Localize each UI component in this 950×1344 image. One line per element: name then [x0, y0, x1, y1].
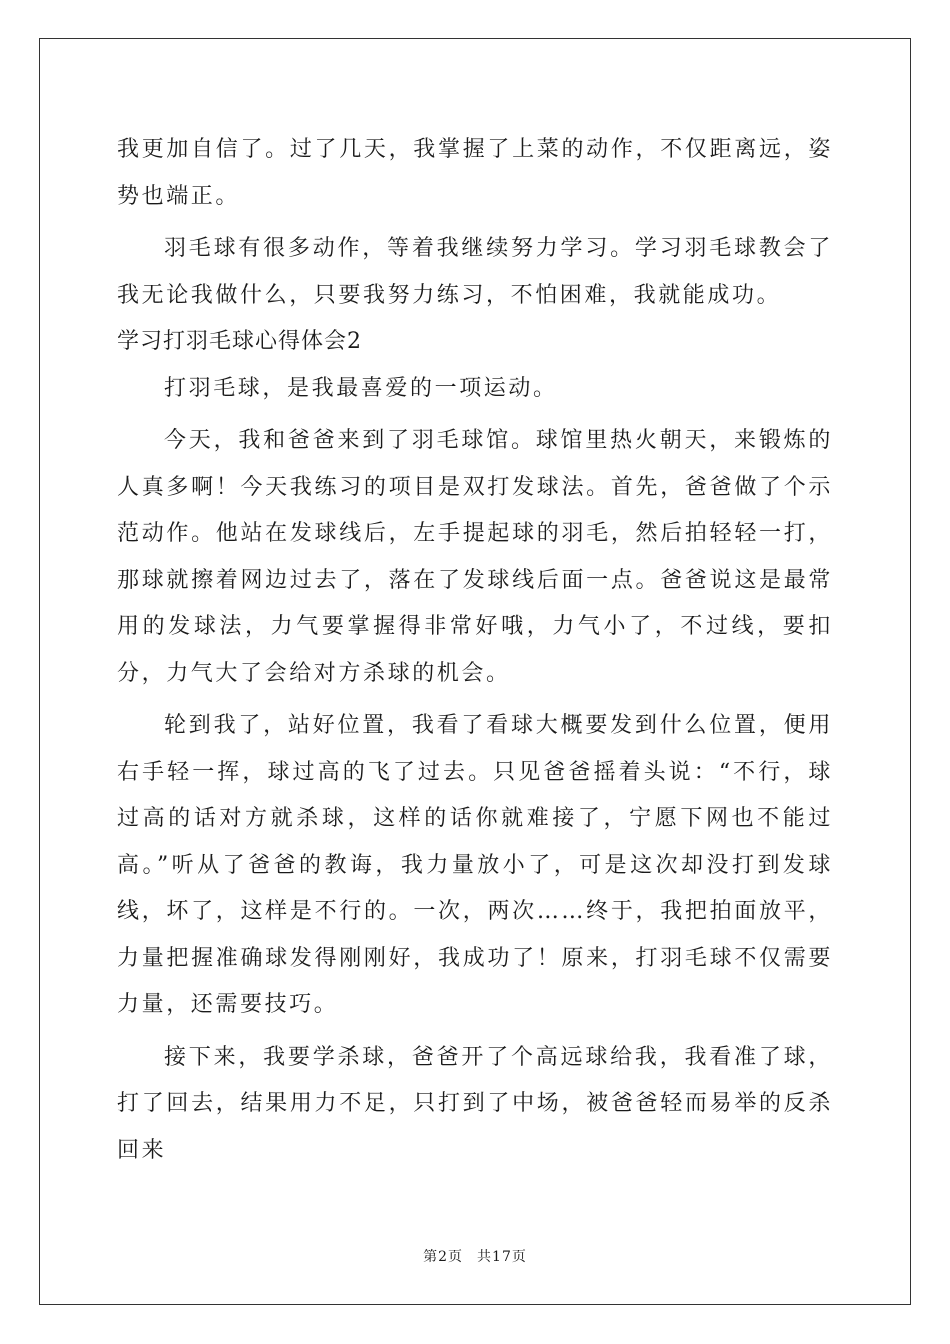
paragraph: 今天，我和爸爸来到了羽毛球馆。球馆里热火朝天，来锻炼的人真多啊！今天我练习的项目是双打发球法。首先，爸爸做了个示范动作。他站在发球线后，左手提起球的羽毛，然后拍轻轻一打，那球就擦着网边过去了，落在了发球线后面一点。爸爸说这是最常用的发球法，力气要掌握得非常好哦，力气小了，不过线，要扣分，力气大了会给对方杀球的机会。	[117, 428, 833, 686]
paragraph: 羽毛球有很多动作，等着我继续努力学习。学习羽毛球教会了我无论我做什么，只要我努力练习，不怕困难，我就能成功。	[117, 236, 833, 308]
section-heading: 学习打羽毛球心得体会2	[117, 329, 362, 354]
page-total: 共17页	[477, 1249, 527, 1265]
page-number: 第2页	[423, 1249, 464, 1265]
paragraph-continuation: 我更加自信了。过了几天，我掌握了上菜的动作，不仅距离远，姿势也端正。	[117, 137, 833, 209]
paragraph: 打羽毛球，是我最喜爱的一项运动。	[164, 375, 558, 401]
page-footer	[0, 1246, 950, 1266]
document-body	[117, 127, 833, 1174]
paragraph: 接下来，我要学杀球，爸爸开了个高远球给我，我看准了球，打了回去，结果用力不足，只打到了中场，被爸爸轻而易举的反杀回来	[117, 1044, 833, 1163]
paragraph: 轮到我了，站好位置，我看了看球大概要发到什么位置，便用右手轻一挥，球过高的飞了过去。只见爸爸摇着头说：“不行，球过高的话对方就杀球，这样的话你就难接了，宁愿下网也不能过高。”听从了爸爸的教诲，我力量放小了，可是这次却没打到发球线，坏了，这样是不行的。一次，两次……终于，我把拍面放平，力量把握准确球发得刚刚好，我成功了！原来，打羽毛球不仅需要力量，还需要技巧。	[117, 713, 833, 1017]
